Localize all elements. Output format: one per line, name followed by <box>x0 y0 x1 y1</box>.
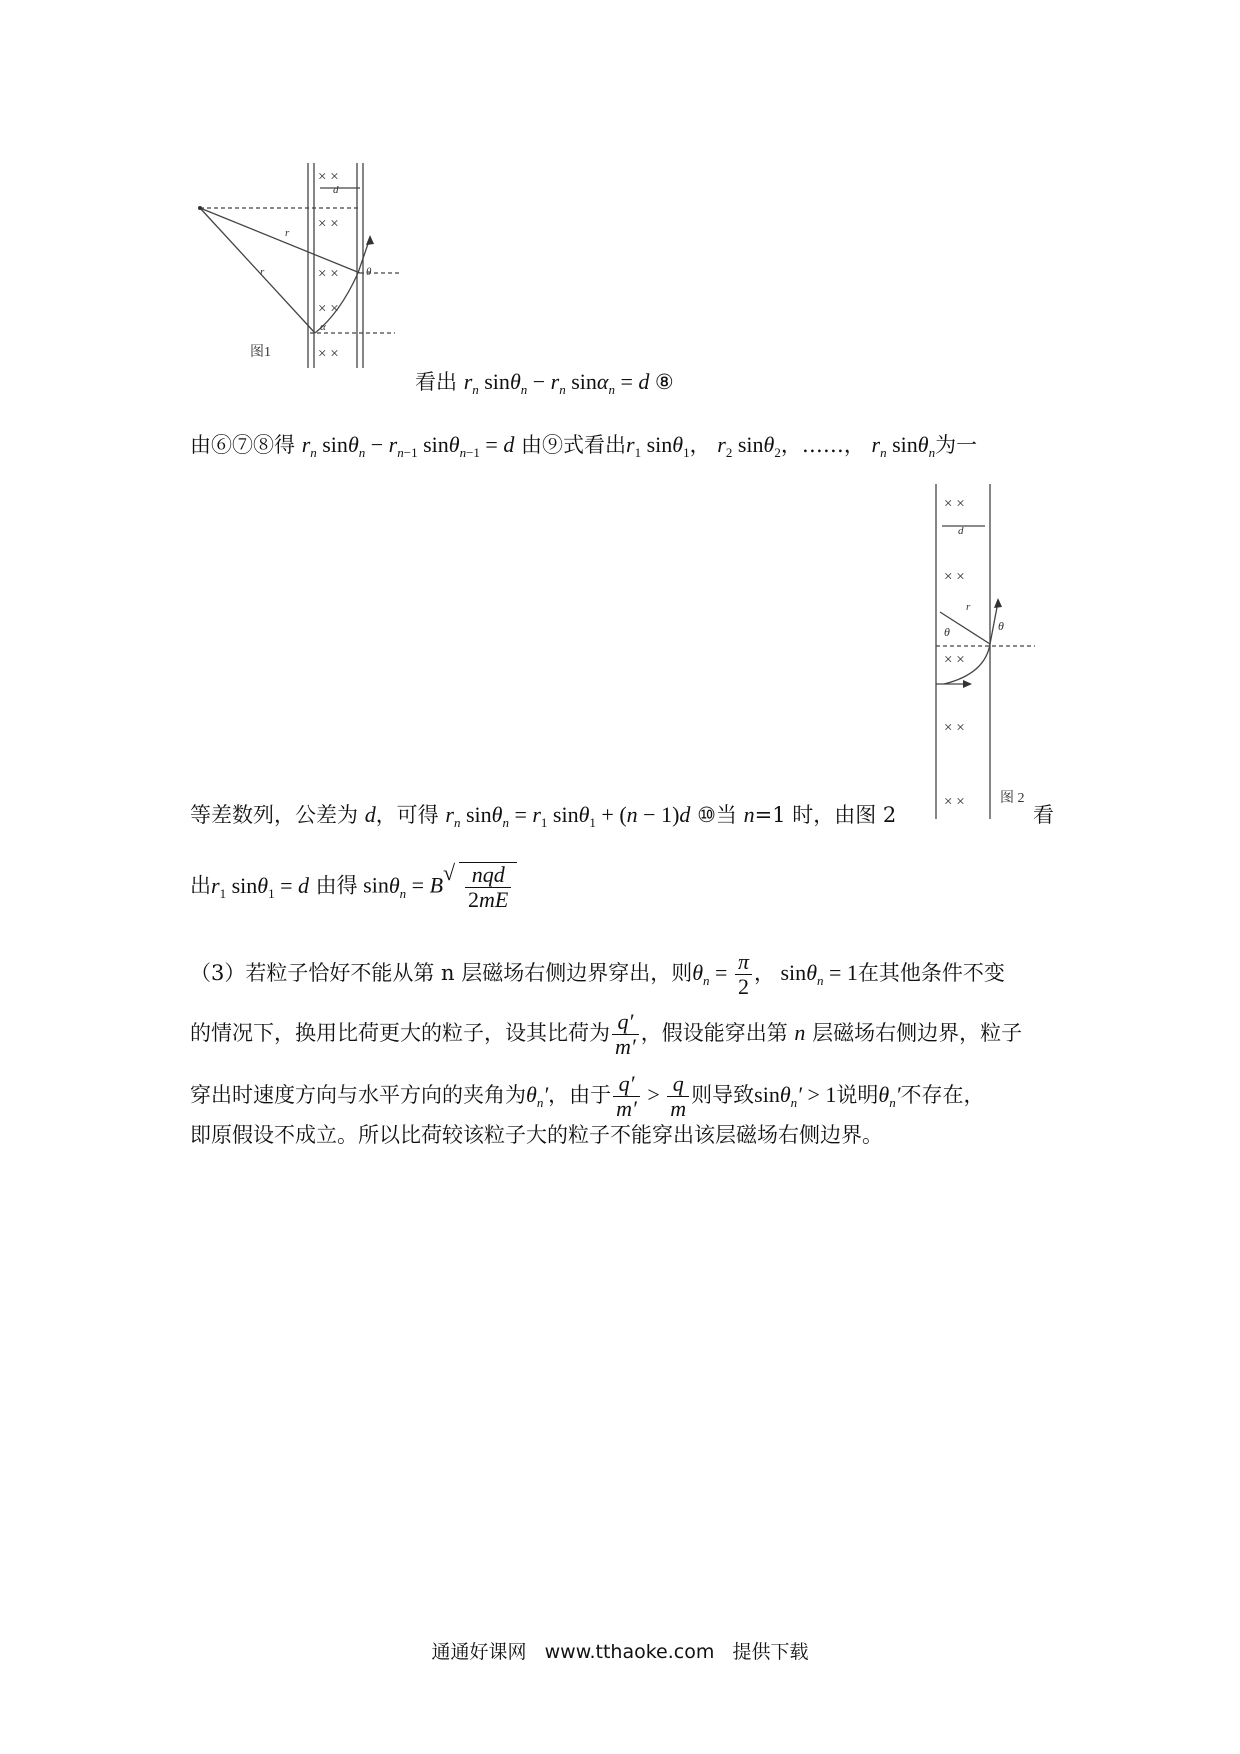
figure-1 <box>190 163 420 368</box>
footer-site: 通通好课网 <box>431 1641 527 1663</box>
fig2-label-d: d <box>958 525 964 537</box>
eq-10: $r_n$ $\sin\theta_n = r_1$ sinθ$_1$ + (n − 1)d <box>445 802 691 830</box>
footer <box>0 1637 1240 1664</box>
line-3: 等差数列，公差为 d，可得 $r_n$ $\sin\theta_n = r_1$ sinθ$_1$ + (n − 1)d ⑩当 n=1 时，由图 2 <box>190 802 897 830</box>
para3-line-3: 穿出时速度方向与水平方向的夹角为$\theta_n'$，由于 $\frac{q'}{m'}$ > $\frac{q}{m}$ 则导致sinθ$_n$′ > 1说明$\theta_n'$不存在， <box>190 1071 985 1121</box>
fig1-label-rn: r <box>285 227 290 239</box>
fig2-mark-1: × × <box>944 496 965 512</box>
fig1-mark-2: × × <box>318 216 339 232</box>
fig1-label-d: d <box>333 184 339 196</box>
fig2-label-theta-left: θ <box>944 625 950 639</box>
para3-line-1: （3）若粒子恰好不能从第 n 层磁场右侧边界穿出，则$\theta_n$ = $\frac{\pi}{2}$ ， sinθ$_n$ = 1在其他条件不变 <box>190 949 1005 999</box>
fig1-label-rn1: r <box>260 266 265 278</box>
fig1-mark-5: × × <box>318 346 339 362</box>
sqrt-expression: √ $\frac{\text{nqd}}{2mE}$ <box>443 862 517 912</box>
line-3-end: 看 <box>1033 803 1054 827</box>
fig1-mark-3: × × <box>318 266 339 282</box>
fig1-caption: 图1 <box>250 345 271 360</box>
fig1-label-theta: θ <box>366 266 372 278</box>
figure-2 <box>930 484 1040 819</box>
line-4: 出$r_1$ sinθ$_1$ = d 由得 sinθ$_n$ = B √ $\frac{\text{nqd}}{2mE}$ <box>190 862 517 912</box>
fig2-mark-5: × × <box>944 794 965 810</box>
footer-url[interactable]: www.tthaoke.com <box>544 1641 715 1663</box>
fig2-label-r1: r <box>966 601 971 613</box>
line-2: 由⑥⑦⑧得 $r_n$ $\sin\theta_n - r_{n-1}$ sinθ$_{n-1}$ = d 由⑨式看出$r_1$ sinθ$_1$， $r_2$ sinθ$_2$，……， $r_n$ sinθ$_n$为一 <box>190 432 978 460</box>
eq-8: $r_n$ $\sin\theta_n - r_n$ sinα$_n$ = d <box>463 369 650 397</box>
fig2-label-theta-right: θ <box>998 619 1004 633</box>
fig1-label-alpha: α <box>320 321 326 333</box>
line-1: 看出 $r_n$ $\sin\theta_n - r_n$ sinα$_n$ = d ⑧ <box>415 369 674 397</box>
para3-line-2: 的情况下，换用比荷更大的粒子，设其比荷为 $\frac{q'}{m'}$ ，假设能穿出第 n 层磁场右侧边界，粒子 <box>190 1009 1023 1059</box>
footer-download: 提供下载 <box>732 1641 809 1663</box>
fig2-mark-3: × × <box>944 652 965 668</box>
fig2-mark-4: × × <box>944 720 965 736</box>
para3-line-4: 即原假设不成立。所以比荷较该粒子大的粒子不能穿出该层磁场右侧边界。 <box>190 1123 883 1147</box>
fig2-mark-2: × × <box>944 569 965 585</box>
fig1-mark-4: × × <box>318 301 339 317</box>
eq-9: $r_n$ $\sin\theta_n - r_{n-1}$ sinθ$_{n-1}$ = d <box>301 432 515 460</box>
fig1-mark-1: × × <box>318 169 339 185</box>
fig2-caption: 图 2 <box>1000 791 1025 806</box>
